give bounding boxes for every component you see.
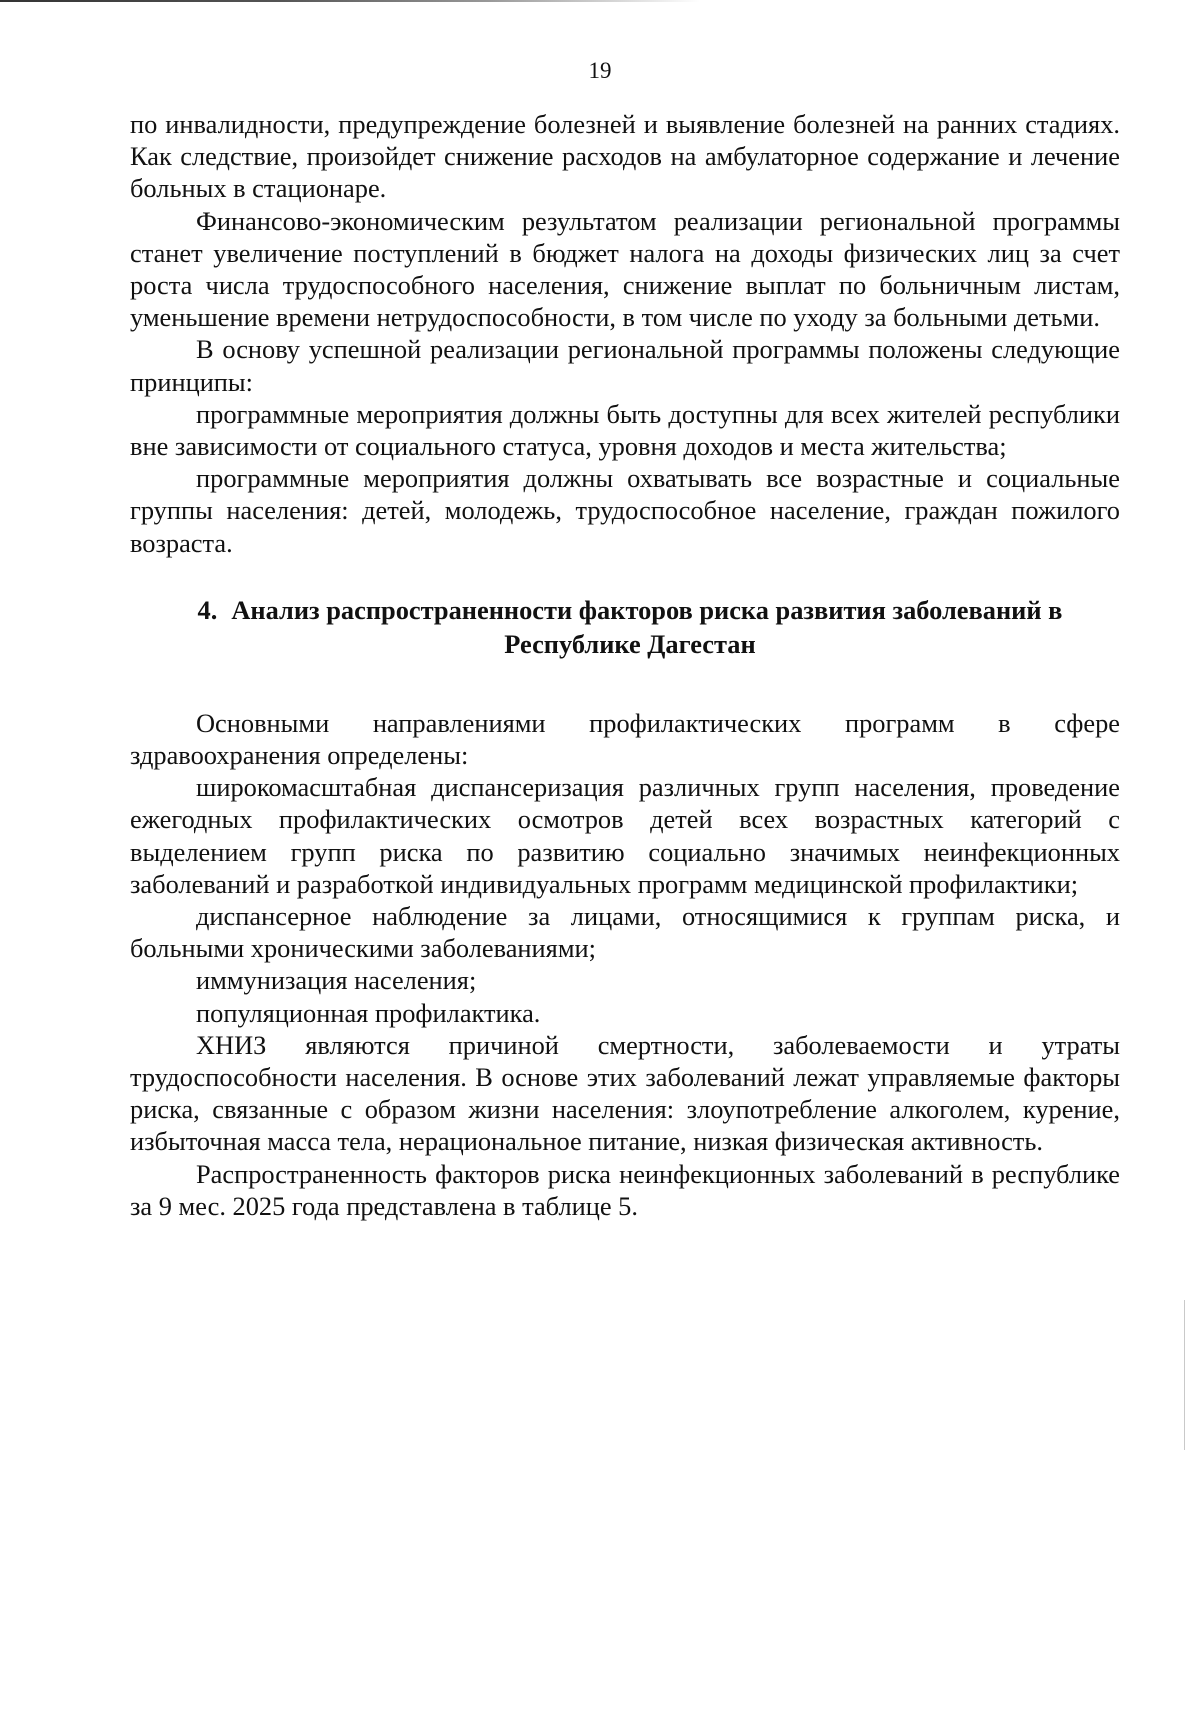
paragraph-table-reference: Распространенность факторов риска неинфекционных заболеваний в республике за 9 мес. 2025 года представлена в таблице 5. (130, 1158, 1120, 1221)
section-title-line1: Анализ распространенности факторов риска развития заболеваний в (231, 594, 1063, 625)
paragraph-population-prevention: популяционная профилактика. (196, 997, 541, 1028)
paragraph-continuation: по инвалидности, предупреждение болезней и выявление болезней на ранних стадиях. Как следствие, произойдет снижение расходов на амбулаторное содержание и лечение больных в стационаре. (130, 109, 1120, 204)
paragraph-principle-coverage: программные мероприятия должны охватывать все возрастные и социальные группы населения: детей, молодежь, трудоспособное население, граждан пожилого возраста. (130, 463, 1120, 558)
paragraph-dispensary-observation: диспансерное наблюдение за лицами, относящимися к группам риска, и больными хроническими заболеваниями; (130, 901, 1120, 964)
paragraph-immunization: иммунизация населения; (196, 965, 477, 996)
paragraph-screening: широкомасштабная диспансеризация различных групп населения, проведение ежегодных профилактических осмотров детей всех возрастных категорий с выделением групп риска по развитию социально значимых неинфекционных заболеваний и разработкой индивидуальных программ медицинской профилактики; (130, 772, 1120, 899)
paragraph-principles-intro: В основу успешной реализации региональной программы положены следующие принципы: (130, 334, 1120, 397)
paragraph-ncd-risk-factors: ХНИЗ являются причиной смертности, заболеваемости и утраты трудоспособности населения. В основе этих заболеваний лежат управляемые факторы риска, связанные с образом жизни населения: злоупотребление алкоголем, курение, избыточная масса тела, нерациональное питание, низкая физическая активность. (130, 1029, 1120, 1157)
document-body (130, 108, 1120, 1222)
section-title-line2: Республике Дагестан (504, 628, 756, 659)
section-number: 4. (197, 594, 218, 625)
section-heading (130, 593, 1120, 661)
scan-margin-mark (1184, 1300, 1185, 1450)
paragraph-financial-result: Финансово-экономическим результатом реализации региональной программы станет увеличение поступлений в бюджет налога на доходы физических лиц за счет роста числа трудоспособного населения, снижение выплат по больничным листам, уменьшение времени нетрудоспособности, в том числе по уходу за больными детьми. (130, 205, 1120, 333)
section-heading-line1 (140, 593, 1120, 627)
page-number: 19 (588, 58, 612, 83)
paragraph-principle-accessibility: программные мероприятия должны быть доступны для всех жителей республики вне зависимости от социального статуса, уровня доходов и места жительства; (130, 398, 1120, 462)
scan-edge-line (0, 0, 700, 2)
paragraph-main-directions: Основными направлениями профилактических программ в сфере здравоохранения определены: (130, 707, 1120, 771)
